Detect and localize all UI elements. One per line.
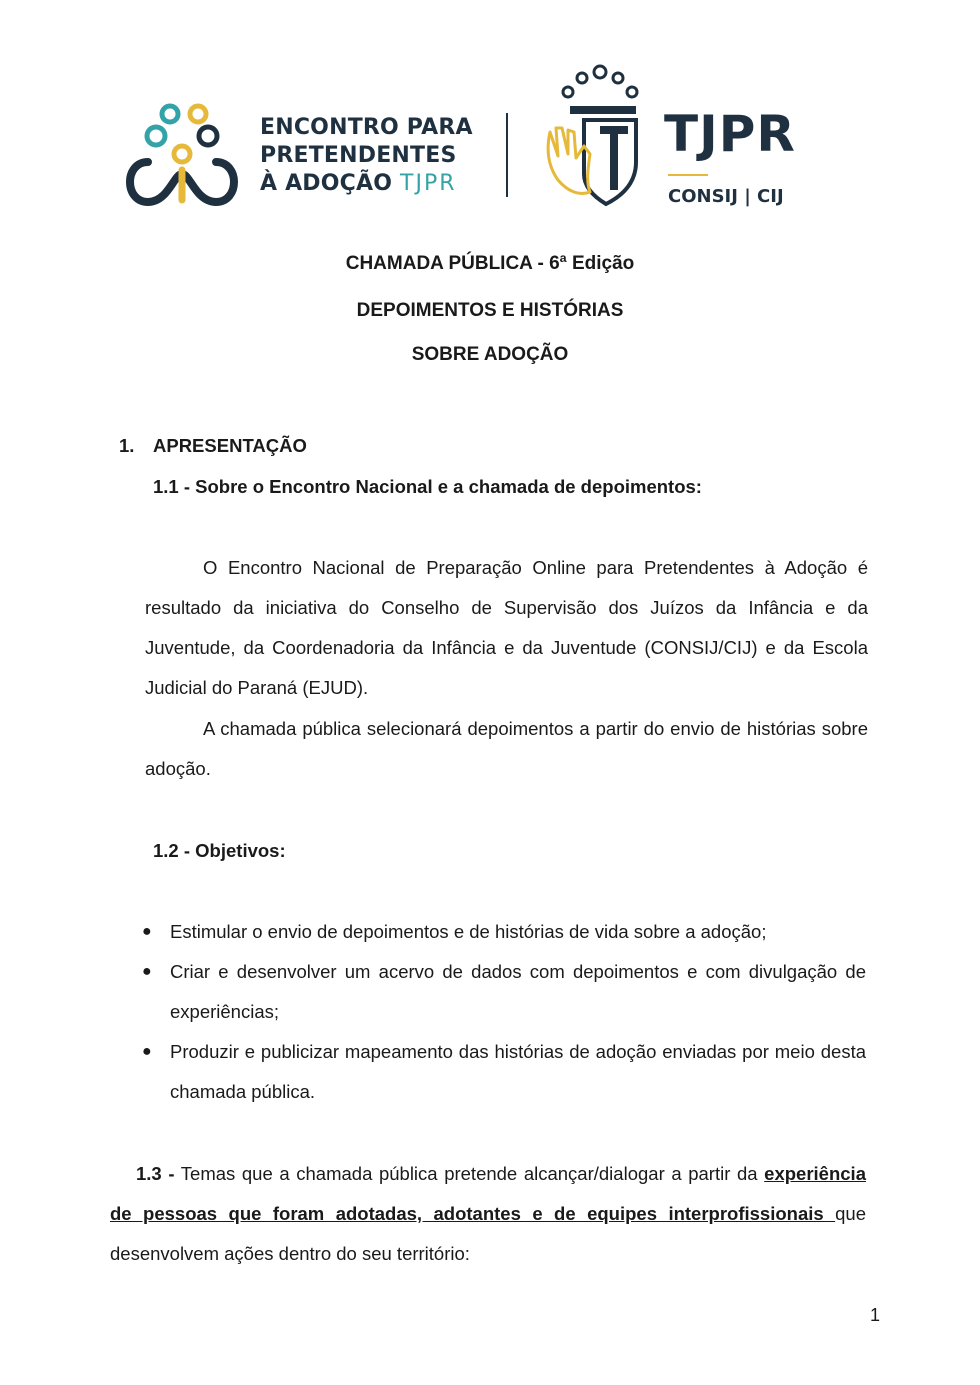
subsection-1-2-heading: 1.2 - Objetivos: [153,840,286,861]
underlined-phrase: experiência de pessoas que foram adotadas, adotantes e de equipes interprofissionais [110,1163,866,1224]
title-line2: DEPOIMENTOS E HISTÓRIAS [356,300,624,321]
event-logo-line2: PRETENDENTES [260,143,457,168]
court-name: TJPR [664,105,796,163]
bullet-icon: ● [142,923,152,940]
section-number: 1. [119,435,135,456]
subsection-1-3-label: 1.3 - [136,1163,175,1184]
event-logo-tjpr: TJPR [400,171,457,196]
list-item: ● Estimular o envio de depoimentos e de histórias de vida sobre a adoção; [170,912,866,952]
family-infinity-icon [118,100,250,212]
court-rule [668,174,708,176]
subsection-1-1-heading: 1.1 - Sobre o Encontro Nacional e a chamada de depoimentos: [153,476,702,497]
list-item: ● Criar e desenvolver um acervo de dados com depoimentos e com divulgação de experiências; [170,952,866,1032]
event-logo-line1: ENCONTRO PARA [260,115,473,140]
objectives-list [142,912,866,1112]
page-number: 1 [869,1305,880,1325]
court-logo [540,62,820,214]
tjpr-emblem-icon [540,62,660,214]
section-heading: APRESENTAÇÃO [153,435,307,456]
title-line3: SOBRE ADOÇÃO [411,344,569,365]
paragraph-selection: A chamada pública selecionará depoimentos a partir do envio de histórias sobre adoção. [145,718,868,779]
paragraph-themes: 1.3 - Temas que a chamada pública pretende alcançar/dialogar a partir da experiência de pessoas que foram adotadas, adotantes e de equipes interprofissionais que desenvolvem ações dentro do seu território: [110,1163,866,1264]
list-item: ● Produzir e publicizar mapeamento das histórias de adoção enviadas por meio desta chamada pública. [170,1032,866,1112]
court-subtitle: CONSIJ | CIJ [668,186,784,207]
event-logo-line3: À ADOÇÃO [260,171,393,196]
bullet-icon: ● [142,1043,152,1060]
title-line1: CHAMADA PÚBLICA - 6ª Edição [345,253,635,274]
event-logo-text [260,114,485,198]
event-logo [118,100,478,212]
paragraph-intro: O Encontro Nacional de Preparação Online para Pretendentes à Adoção é resultado da iniciativa do Conselho de Supervisão dos Juízos da Infância e da Juventude, da Coordenadoria da Infância e da Juventude (CONSIJ/CIJ) e da Escola Judicial do Paraná (EJUD). [145,557,868,698]
bullet-icon: ● [142,963,152,980]
logo-divider [506,113,508,197]
